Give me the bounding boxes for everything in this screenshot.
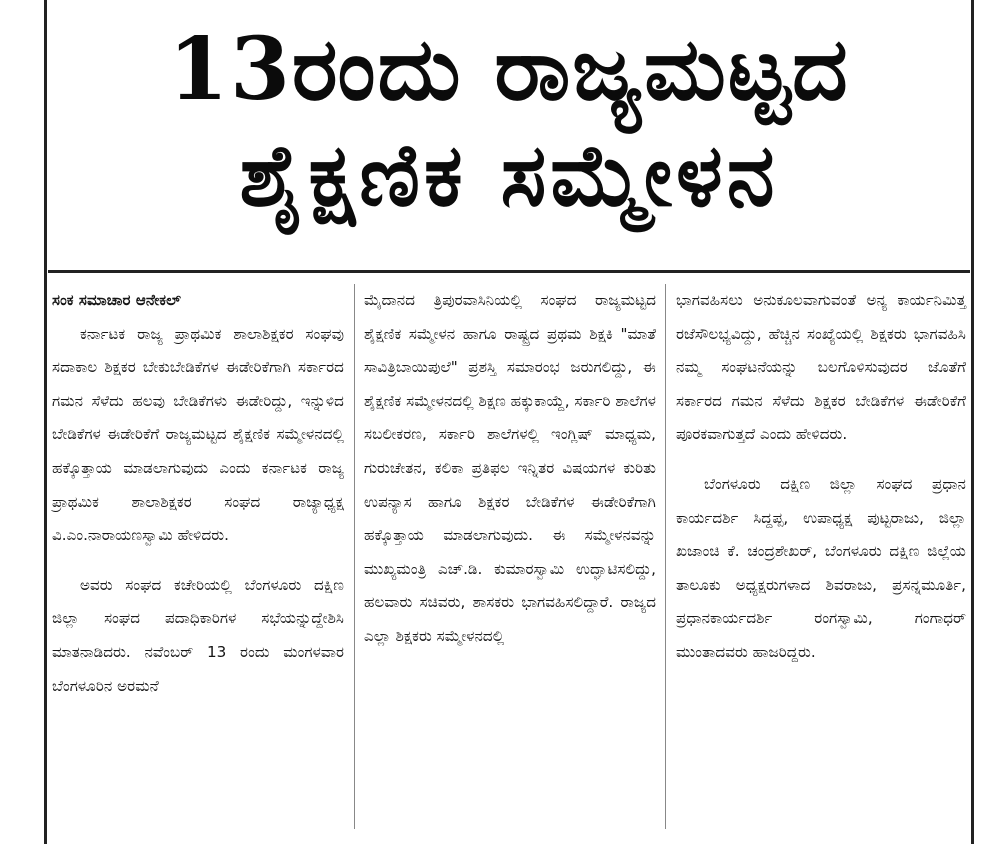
headline-line-2: ಶೈಕ್ಷಣಿಕ ಸಮ್ಮೇಳನ xyxy=(239,125,779,227)
headline xyxy=(48,19,970,227)
column-2-paragraph-1: ಮೈದಾನದ ತ್ರಿಪುರವಾಸಿನಿಯಲ್ಲಿ ಸಂಘದ ರಾಜ್ಯಮಟ್ಟದ ಶೈಕ್ಷಣಿಕ ಸಮ್ಮೇಳನ ಹಾಗೂ ರಾಷ್ಟ್ರದ ಪ್ರಥಮ ಶಿಕ್ಷಕಿ "ಮಾತೆ ಸಾವಿತ್ರಿಬಾಯಿಪುಲೆ" ಪ್ರಶಸ್ತಿ ಸಮಾರಂಭ ಜರುಗಲಿದ್ದು, ಈ ಶೈಕ್ಷಣಿಕ ಸಮ್ಮೇಳನದಲ್ಲಿ ಶಿಕ್ಷಣ ಹಕ್ಕುಕಾಯ್ದೆ, ಸರ್ಕಾರಿ ಶಾಲೆಗಳ ಸಬಲೀಕರಣ, ಸರ್ಕಾರಿ ಶಾಲೆಗಳಲ್ಲಿ ಇಂಗ್ಲಿಷ್ ಮಾಧ್ಯಮ, ಗುರುಚೇತನ, ಕಲಿಕಾ ಪ್ರತಿಫಲ ಇನ್ನಿತರ ವಿಷಯಗಳ ಕುರಿತು ಉಪನ್ಯಾಸ ಹಾಗೂ ಶಿಕ್ಷಕರ ಬೇಡಿಕೆಗಳ ಈಡೇರಿಕೆಗಾಗಿ ಹಕ್ಕೊತ್ತಾಯ ಮಾಡಲಾಗುವುದು. ಈ ಸಮ್ಮೇಳನವನ್ನು ಮುಖ್ಯಮಂತ್ರಿ ಎಚ್.ಡಿ. ಕುಮಾರಸ್ವಾಮಿ ಉದ್ಘಾಟಿಸಲಿದ್ದು, ಹಲವಾರು ಸಚಿವರು, ಶಾಸಕರು ಭಾಗವಹಿಸಲಿದ್ದಾರೆ. ರಾಜ್ಯದ ಎಲ್ಲಾ ಶಿಕ್ಷಕರು ಸಮ್ಮೇಳನದಲ್ಲಿ xyxy=(364,291,656,645)
column-divider-2 xyxy=(665,284,666,829)
headline-line-1: 13ರಂದು ರಾಜ್ಯಮಟ್ಟದ xyxy=(168,19,850,121)
article-column-2 xyxy=(364,284,656,654)
column-3-paragraph-1: ಭಾಗವಹಿಸಲು ಅನುಕೂಲವಾಗುವಂತೆ ಅನ್ಯ ಕಾರ್ಯನಿಮಿತ್ತ ರಜೆಸೌಲಭ್ಯವಿದ್ದು, ಹೆಚ್ಚಿನ ಸಂಖ್ಯೆಯಲ್ಲಿ ಶಿಕ್ಷಕರು ಭಾಗವಹಿಸಿ ನಮ್ಮ ಸಂಘಟನೆಯನ್ನು ಬಲಗೊಳಿಸುವುದರ ಜೊತೆಗೆ ಸರ್ಕಾರದ ಗಮನ ಸೆಳೆದು ಶಿಕ್ಷಕರ ಬೇಡಿಕೆಗಳ ಈಡೇರಿಕೆಗೆ ಪೂರಕವಾಗುತ್ತದೆ ಎಂದು ಹೇಳಿದರು. xyxy=(676,291,966,444)
column-1-paragraph-2: ಅವರು ಸಂಘದ ಕಚೇರಿಯಲ್ಲಿ ಬೆಂಗಳೂರು ದಕ್ಷಿಣ ಜಿಲ್ಲಾ ಸಂಘದ ಪದಾಧಿಕಾರಿಗಳ ಸಭೆಯನ್ನುದ್ದೇಶಿಸಿ ಮಾತನಾಡಿದರು. ನವೆಂಬರ್ 13 ರಂದು ಮಂಗಳವಾರ ಬೆಂಗಳೂರಿನ ಅರಮನೆ xyxy=(52,575,344,695)
dateline: ಸಂಕ ಸಮಾಚಾರ ಆನೇಕಲ್ xyxy=(52,291,181,309)
column-1-paragraph-1: ಕರ್ನಾಟಕ ರಾಜ್ಯ ಪ್ರಾಥಮಿಕ ಶಾಲಾಶಿಕ್ಷಕರ ಸಂಘವು ಸದಾಕಾಲ ಶಿಕ್ಷಕರ ಬೇಕುಬೇಡಿಕೆಗಳ ಈಡೇರಿಕೆಗಾಗಿ ಸರ್ಕಾರದ ಗಮನ ಸೆಳೆದು ಹಲವು ಬೇಡಿಕೆಗಳು ಈಡೇರಿದ್ದು, ಇನ್ನುಳಿದ ಬೇಡಿಕೆಗಳ ಈಡೇರಿಕೆಗೆ ರಾಜ್ಯಮಟ್ಟದ ಶೈಕ್ಷಣಿಕ ಸಮ್ಮೇಳನದಲ್ಲಿ ಹಕ್ಕೊತ್ತಾಯ ಮಾಡಲಾಗುವುದು ಎಂದು ಕರ್ನಾಟಕ ರಾಜ್ಯ ಪ್ರಾಥಮಿಕ ಶಾಲಾಶಿಕ್ಷಕರ ಸಂಘದ ರಾಜ್ಯಾಧ್ಯಕ್ಷ ವಿ.ಎಂ.ನಾರಾಯಣಸ್ವಾಮಿ ಹೇಳಿದರು. xyxy=(52,324,344,545)
column-divider-1 xyxy=(354,284,355,829)
headline-divider xyxy=(48,270,970,273)
column-3-paragraph-2: ಬೆಂಗಳೂರು ದಕ್ಷಿಣ ಜಿಲ್ಲಾ ಸಂಘದ ಪ್ರಧಾನ ಕಾರ್ಯದರ್ಶಿ ಸಿದ್ದಪ್ಪ, ಉಪಾಧ್ಯಕ್ಷ ಪುಟ್ಟರಾಜು, ಜಿಲ್ಲಾ ಖಜಾಂಚಿ ಕೆ. ಚಂದ್ರಶೇಖರ್, ಬೆಂಗಳೂರು ದಕ್ಷಿಣ ಜಿಲ್ಲೆಯ ತಾಲೂಕು ಅಧ್ಯಕ್ಷರುಗಳಾದ ಶಿವರಾಜು, ಪ್ರಸನ್ನಮೂರ್ತಿ, ಪ್ರಧಾನಕಾರ್ಯದರ್ಶಿ ರಂಗಸ್ವಾಮಿ, ಗಂಗಾಧರ್ ಮುಂತಾದವರು ಹಾಜರಿದ್ದರು. xyxy=(676,474,966,661)
article-column-3 xyxy=(676,284,966,670)
article-column-1 xyxy=(52,284,344,703)
